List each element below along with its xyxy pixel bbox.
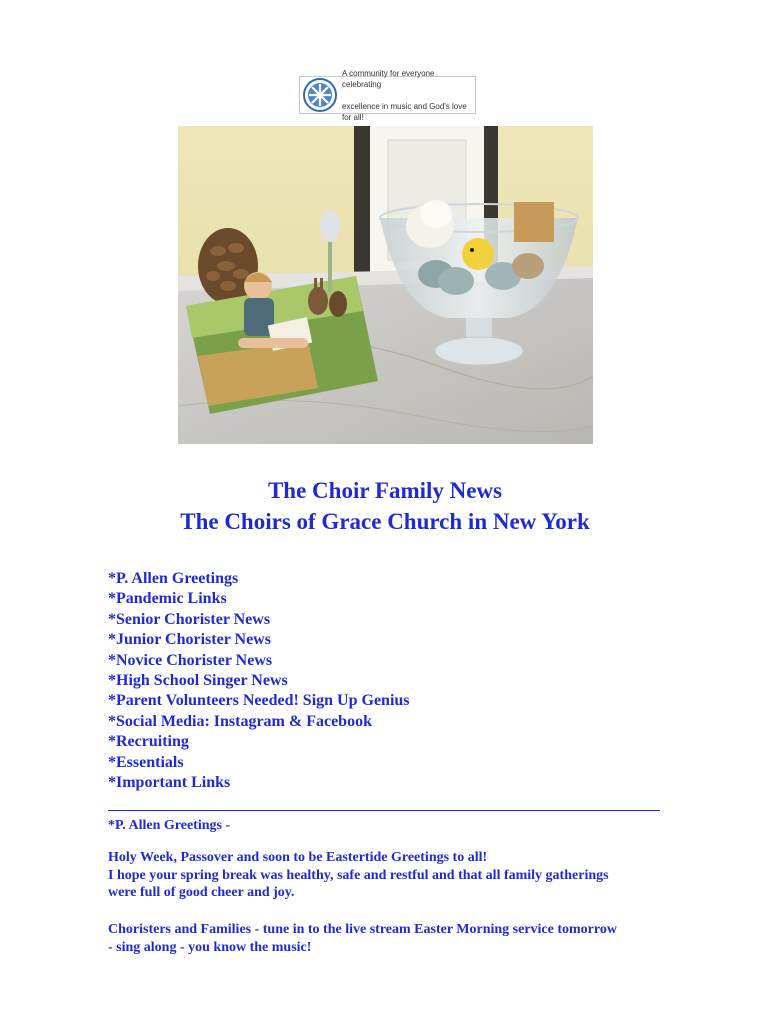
church-logo-banner xyxy=(299,68,476,122)
toc-item[interactable]: *Novice Chorister News xyxy=(108,651,273,669)
paragraph-line: Choristers and Families - tune in to the live stream Easter Morning service tomorrow xyxy=(108,922,617,937)
newsletter-subtitle: The Choirs of Grace Church in New York xyxy=(180,509,590,534)
paragraph-line: Holy Week, Passover and soon to be Eastertide Greetings to all! xyxy=(108,850,488,865)
paragraph-line: - sing along - you know the music! xyxy=(108,939,312,955)
paragraph-line: were full of good cheer and joy. xyxy=(108,885,295,900)
section-divider xyxy=(108,810,660,811)
toc-item[interactable]: *Junior Chorister News xyxy=(108,631,271,649)
logo-tagline-line1: A community for everyone celebrating xyxy=(342,68,435,89)
toc-item[interactable]: *Essentials xyxy=(108,753,184,771)
table-of-contents xyxy=(108,569,410,793)
greeting-paragraph xyxy=(108,849,668,902)
toc-item[interactable]: *P. Allen Greetings xyxy=(108,570,239,587)
toc-item[interactable]: *Recruiting xyxy=(108,733,189,751)
paragraph-line: I hope your spring break was healthy, safe and restful and that all family gatherings xyxy=(108,867,609,883)
toc-item[interactable]: *Pandemic Links xyxy=(108,590,227,608)
toc-item[interactable]: *Senior Chorister News xyxy=(108,610,271,628)
church-emblem-icon xyxy=(302,77,338,113)
toc-item[interactable]: *Social Media: Instagram & Facebook xyxy=(108,712,372,730)
easter-still-life-photo xyxy=(178,126,593,444)
toc-item[interactable]: *Important Links xyxy=(108,774,231,792)
section-heading: *P. Allen Greetings - xyxy=(108,818,231,833)
livestream-paragraph xyxy=(108,921,668,956)
toc-item[interactable]: *High School Singer News xyxy=(108,672,288,690)
newsletter-title: The Choir Family News xyxy=(267,478,503,503)
logo-tagline-line2: excellence in music and God's love for all! xyxy=(342,101,467,122)
photo-illustration xyxy=(178,126,593,444)
toc-item[interactable]: *Parent Volunteers Needed! Sign Up Genius xyxy=(108,692,410,710)
